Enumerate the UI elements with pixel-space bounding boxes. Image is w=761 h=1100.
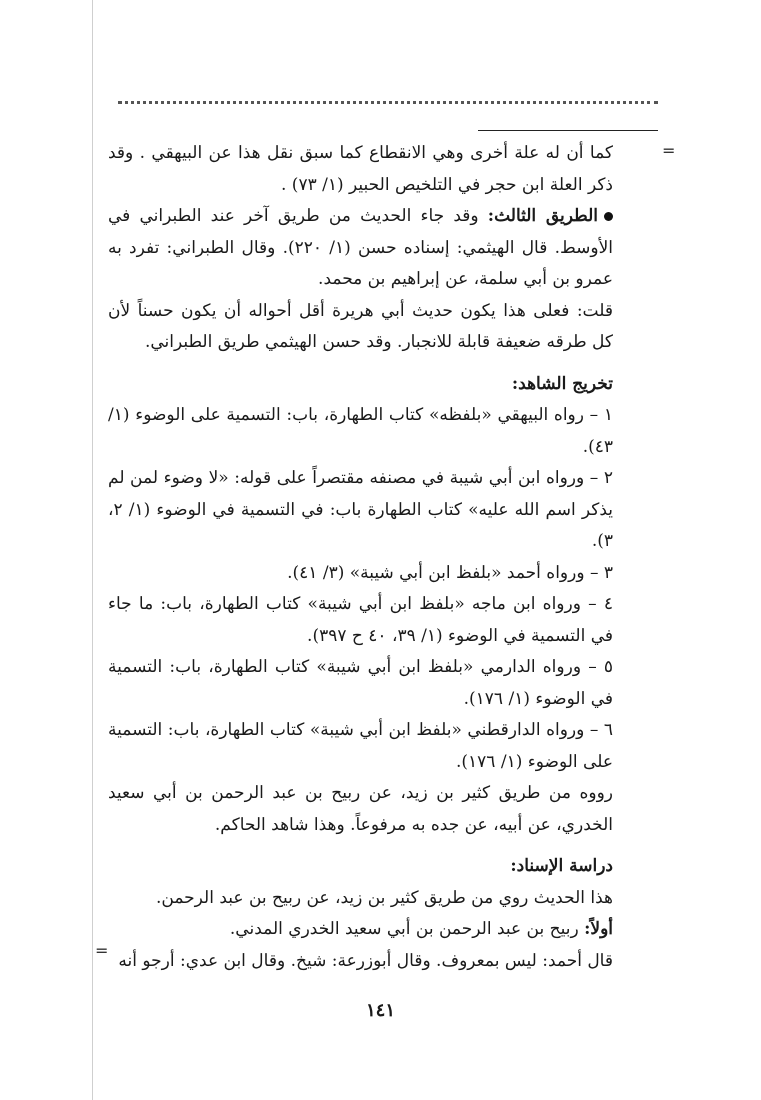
awwalan-heading: أولاً:	[584, 919, 613, 939]
continuation-mark-bottom: =	[95, 941, 109, 960]
paragraph-ahmad: قال أحمد: ليس بمعروف. وقال أبوزرعة: شيخ. وقال ابن عدي: أرجو أنه	[118, 950, 613, 971]
takhrij-item-1: ١ – رواه البيهقي «بلفظه» كتاب الطهارة، باب: التسمية على الوضوء (١/ ٤٣).	[108, 405, 613, 457]
third-route-text: وقد جاء الحديث من طريق آخر عند الطبراني في الأوسط. قال الهيثمي: إسناده حسن (١/ ٢٢٠). وقال الطبراني: تفرد به عمرو بن أبي سلمة، عن إبراهيم بن محمد.	[108, 206, 613, 289]
takhrij-heading	[108, 369, 613, 401]
paragraph-rawuhu: رووه من طريق كثير بن زيد، عن ربيح بن عبد الرحمن بن أبي سعيد الخدري، عن أبيه، عن جده به مرفوعاً. وهذا شاهد الحاكم.	[108, 783, 613, 835]
dirasa-heading-text: دراسة الإسناد:	[510, 856, 613, 876]
takhrij-item-5: ٥ – ورواه الدارمي «بلفظ ابن أبي شيبة» كتاب الطهارة، باب: التسمية في الوضوء (١/ ١٧٦).	[108, 657, 613, 709]
page-body	[108, 138, 613, 977]
continuation-mark-top: =	[662, 141, 676, 160]
footnote-rule	[478, 130, 658, 131]
takhrij-item-3: ٣ – ورواه أحمد «بلفظ ابن أبي شيبة» (٣/ ٤١).	[287, 562, 613, 583]
third-route-heading: الطريق الثالث:	[487, 206, 598, 226]
page-number: ١٤١	[365, 1000, 395, 1021]
paragraph-third-route	[108, 201, 613, 296]
takhrij-heading-text: تخريج الشاهد:	[511, 373, 613, 394]
dotted-separator	[118, 101, 658, 104]
awwalan-text: ربيح بن عبد الرحمن بن أبي سعيد الخدري المدني.	[229, 919, 585, 939]
takhrij-item-2: ٢ – ورواه ابن أبي شيبة في مصنفه مقتصراً على قوله: «لا وضوء لمن لم يذكر اسم الله عليه» كتاب الطهارة باب: في التسمية في الوضوء (١/ ٢، ٣).	[108, 468, 613, 551]
bullet-icon	[604, 212, 613, 221]
takhrij-item-4: ٤ – ورواه ابن ماجه «بلفظ ابن أبي شيبة» كتاب الطهارة، باب: ما جاء في التسمية في الوضوء (١/ ٣٩، ٤٠ ح ٣٩٧).	[108, 594, 613, 646]
dirasa-heading	[108, 851, 613, 883]
paragraph-awwalan	[108, 914, 613, 946]
takhrij-item-6: ٦ – ورواه الدارقطني «بلفظ ابن أبي شيبة» كتاب الطهارة، باب: التسمية على الوضوء (١/ ١٧٦).	[108, 720, 613, 772]
margin-guide-line	[92, 0, 93, 1100]
paragraph-illa: كما أن له علة أخرى وهي الانقطاع كما سبق نقل هذا عن البيهقي . وقد ذكر العلة ابن حجر في التلخيص الحبير (١/ ٧٣) .	[108, 143, 613, 195]
paragraph-dirasa: هذا الحديث روي من طريق كثير بن زيد، عن ربيح بن عبد الرحمن.	[156, 887, 613, 908]
paragraph-qultu: قلت: فعلى هذا يكون حديث أبي هريرة أقل أحواله أن يكون حسناً لأن كل طرقه ضعيفة قابلة للانجبار. وقد حسن الهيثمي طريق الطبراني.	[108, 300, 613, 352]
